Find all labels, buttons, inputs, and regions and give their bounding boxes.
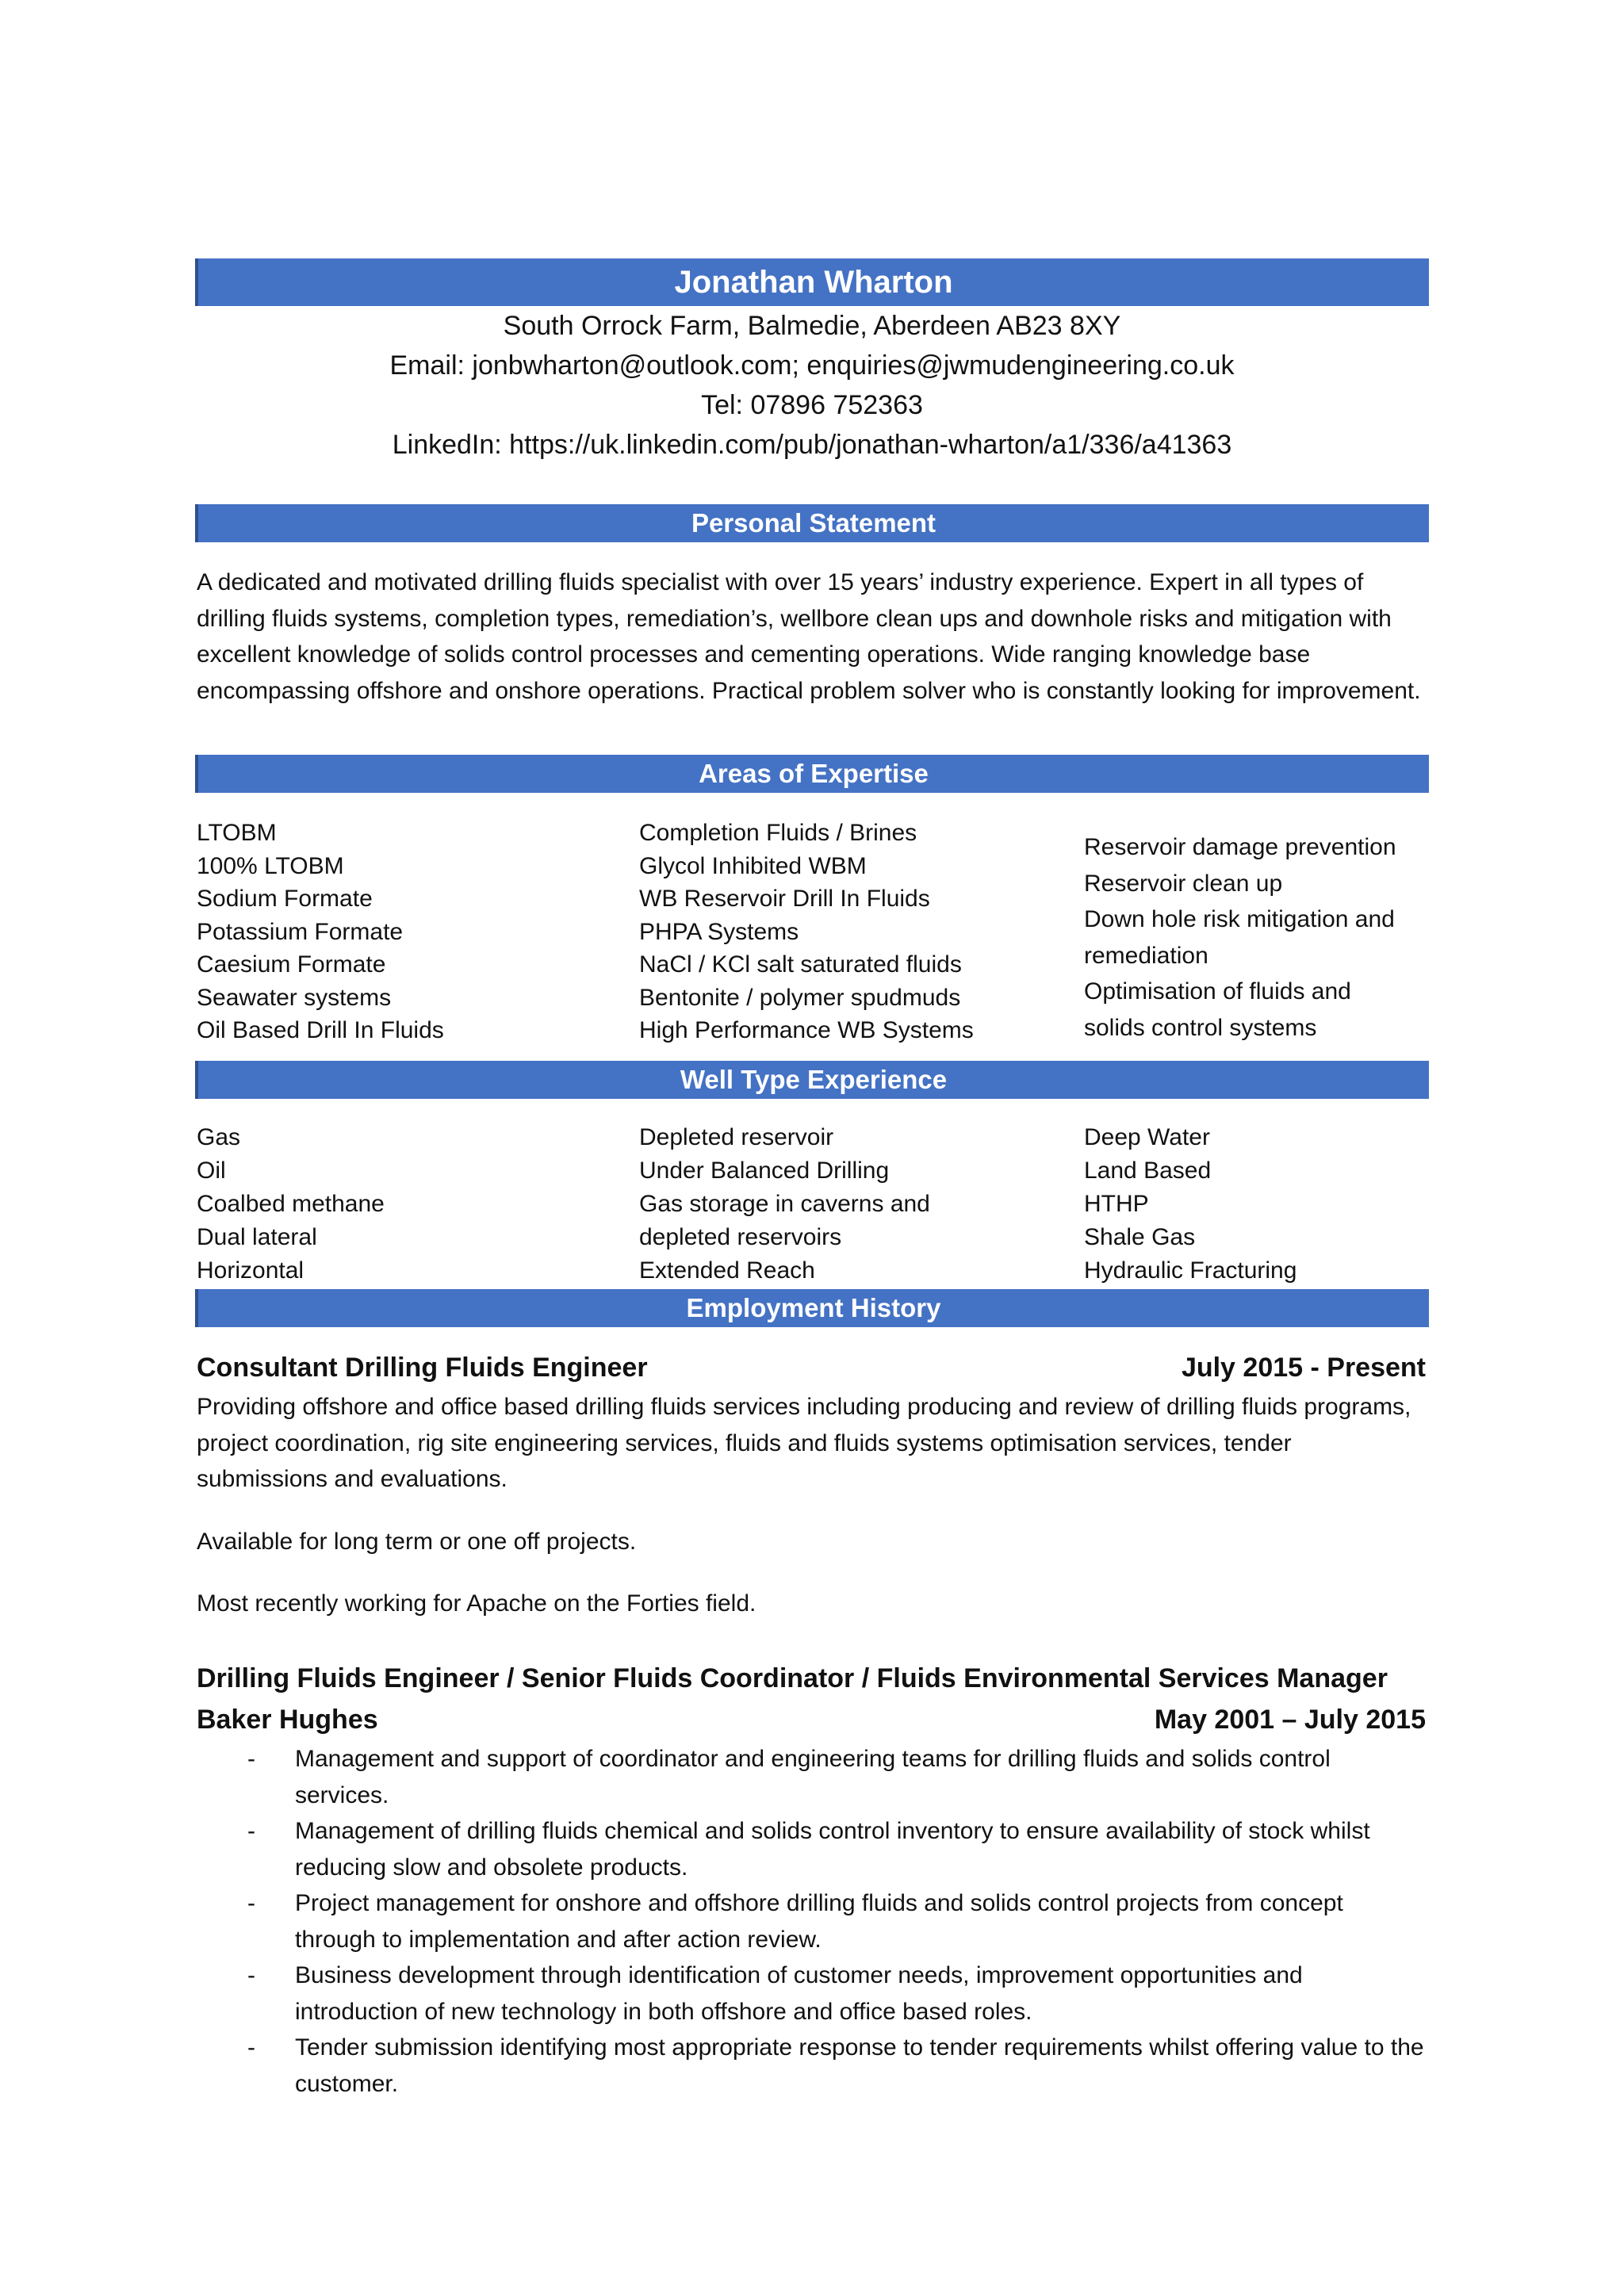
list-item: 100% LTOBM <box>197 852 344 879</box>
list-item: High Performance WB Systems <box>639 1017 974 1043</box>
well-type-column-3 <box>1084 1121 1433 1288</box>
list-item: Coalbed methane <box>197 1191 385 1217</box>
job-2-title-row <box>197 1659 1426 1698</box>
section-bar-well-type-experience <box>195 1061 1429 1099</box>
list-item: Reservoir clean up <box>1084 870 1283 897</box>
bullet-marker: - <box>247 1962 255 1988</box>
section-bar-personal-statement <box>195 504 1429 542</box>
list-item <box>197 1885 1426 1957</box>
bullet-text: Management and support of coordinator and engineering teams for drilling fluids and solids control services. <box>295 1746 1331 1808</box>
list-item: PHPA Systems <box>639 918 799 945</box>
list-item: Dual lateral <box>197 1224 317 1250</box>
list-item: Caesium Formate <box>197 951 386 978</box>
job-2-company-row <box>197 1700 1426 1739</box>
section-title: Areas of Expertise <box>699 759 929 788</box>
bullet-text: Project management for onshore and offshore drilling fluids and solids control projects from concept through to implementation and after action review. <box>295 1890 1343 1953</box>
list-item: Land Based <box>1084 1158 1212 1184</box>
section-title: Well Type Experience <box>680 1065 948 1094</box>
list-item: HTHP <box>1084 1191 1149 1217</box>
list-item <box>197 2030 1426 2102</box>
bullet-marker: - <box>247 1746 255 1772</box>
list-item: Down hole risk mitigation and <box>1084 906 1395 932</box>
email-line: Email: jonbwharton@outlook.com; enquiries@jwmudengineering.co.uk <box>389 350 1235 381</box>
bullet-text: Business development through identification of customer needs, improvement opportunities and introduction of new technology in both offshore and office based roles. <box>295 1962 1303 2025</box>
list-item: Shale Gas <box>1084 1224 1196 1250</box>
list-item: Hydraulic Fracturing <box>1084 1257 1297 1284</box>
job-1-header <box>197 1348 1426 1387</box>
list-item: Under Balanced Drilling <box>639 1158 890 1184</box>
list-item: Seawater systems <box>197 984 392 1011</box>
list-item: remediation <box>1084 942 1208 969</box>
list-item: NaCl / KCl salt saturated fluids <box>639 951 962 978</box>
list-item: Deep Water <box>1084 1124 1210 1150</box>
list-item: Reservoir damage prevention <box>1084 834 1396 860</box>
job-1-dates: July 2015 - Present <box>1181 1353 1426 1383</box>
job-2-title: Drilling Fluids Engineer / Senior Fluids Coordinator / Fluids Environmental Services Manager <box>197 1663 1388 1693</box>
job-2-responsibilities <box>197 1741 1426 2102</box>
list-item: WB Reservoir Drill In Fluids <box>639 886 930 912</box>
expertise-column-1 <box>197 817 625 1047</box>
bullet-text: Management of drilling fluids chemical and solids control inventory to ensure availability of stock whilst reducing slow and obsolete products. <box>295 1818 1370 1881</box>
bullet-text: Tender submission identifying most appropriate response to tender requirements whilst offering value to the customer. <box>295 2034 1424 2097</box>
list-item <box>197 1957 1426 2030</box>
list-item: Completion Fluids / Brines <box>639 820 917 846</box>
expertise-column-2 <box>639 817 1067 1047</box>
list-item: Depleted reservoir <box>639 1124 834 1150</box>
personal-statement-text: A dedicated and motivated drilling fluids specialist with over 15 years’ industry experience. Expert in all types of drilling fluids systems, completion types, remediation’s, wellbore clean ups and downhole risks and mitigation with excellent knowledge of solids control processes and cementing operations. Wide ranging knowledge base encompassing offshore and onshore operations. Practical problem solver who is constantly looking for improvement. <box>197 569 1421 704</box>
list-item: LTOBM <box>197 820 277 846</box>
list-item: Gas storage in caverns and <box>639 1191 930 1217</box>
list-item <box>197 1813 1426 1885</box>
job-2-dates: May 2001 – July 2015 <box>1154 1705 1426 1735</box>
list-item: Extended Reach <box>639 1257 815 1284</box>
job-1-availability: Available for long term or one off projects. <box>197 1529 637 1555</box>
list-item: Oil Based Drill In Fluids <box>197 1017 444 1043</box>
list-item: depleted reservoirs <box>639 1224 842 1250</box>
list-item: Optimisation of fluids and <box>1084 978 1351 1004</box>
list-item: solids control systems <box>1084 1014 1317 1041</box>
job-1-recent: Most recently working for Apache on the Forties field. <box>197 1590 756 1617</box>
list-item: Glycol Inhibited WBM <box>639 852 867 879</box>
name-banner <box>195 258 1429 306</box>
job-2-company: Baker Hughes <box>197 1705 378 1735</box>
list-item: Horizontal <box>197 1257 304 1284</box>
list-item: Gas <box>197 1124 241 1150</box>
list-item: Bentonite / polymer spudmuds <box>639 984 961 1011</box>
section-bar-areas-of-expertise <box>195 755 1429 793</box>
section-bar-employment-history <box>195 1289 1429 1327</box>
bullet-marker: - <box>247 2034 255 2061</box>
list-item <box>197 1741 1426 1813</box>
list-item: Sodium Formate <box>197 886 373 912</box>
job-1-description: Providing offshore and office based drilling fluids services including producing and review of drilling fluids programs, project coordination, rig site engineering services, fluids and fluids systems optimisation services, tender submissions and evaluations. <box>197 1394 1411 1492</box>
candidate-name: Jonathan Wharton <box>674 265 953 300</box>
list-item: Potassium Formate <box>197 918 404 945</box>
bullet-marker: - <box>247 1818 255 1844</box>
well-type-column-1 <box>197 1121 625 1288</box>
bullet-marker: - <box>247 1890 255 1916</box>
job-1-title: Consultant Drilling Fluids Engineer <box>197 1353 648 1383</box>
well-type-column-2 <box>639 1121 1067 1288</box>
linkedin-line: LinkedIn: https://uk.linkedin.com/pub/jonathan-wharton/a1/336/a41363 <box>392 430 1232 460</box>
list-item: Oil <box>197 1158 226 1184</box>
section-title: Employment History <box>686 1293 941 1322</box>
section-title: Personal Statement <box>691 508 936 538</box>
phone-line: Tel: 07896 752363 <box>701 390 923 420</box>
expertise-column-3 <box>1084 829 1433 1046</box>
address-line: South Orrock Farm, Balmedie, Aberdeen AB23 8XY <box>503 311 1121 341</box>
